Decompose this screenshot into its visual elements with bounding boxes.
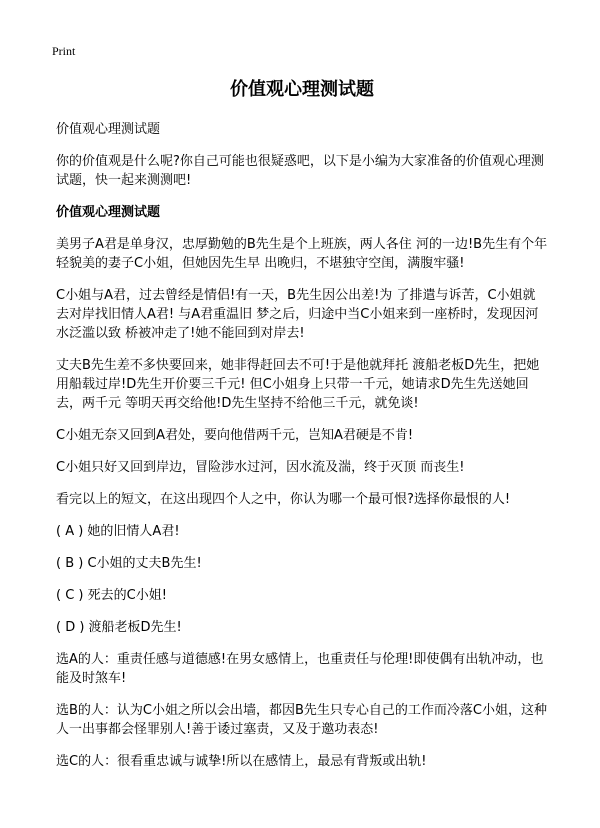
result-a: 选A的人：重责任感与道德感!在男女感情上，也重责任与伦理!即使偶有出轨冲动，也能及时煞车! <box>56 652 544 686</box>
option-c: ( C ) 死去的C小姐! <box>56 588 167 603</box>
print-link[interactable]: Print <box>52 44 76 58</box>
intro-label: 价值观心理测试题 <box>56 122 161 137</box>
result-c: 选C的人：很看重忠诚与诚挚!所以在感情上，最忌有背叛或出轨! <box>56 754 427 769</box>
question-text: 看完以上的短文，在这出现四个人之中，你认为哪一个最可恨?选择你最恨的人! <box>56 492 511 507</box>
story-paragraph-5: C小姐只好又回到岸边，冒险涉水过河，因水流及湍，终于灭顶 而丧生! <box>56 460 465 475</box>
story-paragraph-2: C小姐与A君，过去曾经是情侣!有一天，B先生因公出差!为 了排遣与诉苦，C小姐就去对岸找旧情人A君! 与A君重温旧 梦之后，归途中当C小姐来到一座桥时，发现因河水泛滥以致 桥被冲走了!她不能回到对岸去! <box>56 288 539 341</box>
story-paragraph-4: C小姐无奈又回到A君处，要向他借两千元，岂知A君硬是不肯! <box>56 428 414 443</box>
result-b: 选B的人：认为C小姐之所以会出墙，都因B先生只专心自己的工作而冷落C小姐，这种人一出事都会怪罪别人!善于诿过塞责，又及于邀功表态! <box>56 703 547 737</box>
option-a: ( A ) 她的旧情人A君! <box>56 524 180 539</box>
page-title: 价值观心理测试题 <box>230 79 374 100</box>
story-paragraph-1: 美男子A君是单身汉，忠厚勤勉的B先生是个上班族，两人各住 河的一边!B先生有个年轻貌美的妻子C小姐，但她因先生早 出晚归，不堪独守空闺，满腹牢骚! <box>56 237 548 271</box>
story-paragraph-3: 丈夫B先生差不多快要回来，她非得赶回去不可!于是他就拜托 渡船老板D先生，把她用船载过岸!D先生开价要三千元! 但C小姐身上只带一千元，她请求D先生先送她回去，两千元 等明天再交给他!D先生坚持不给他三千元，就免谈! <box>56 358 540 411</box>
article <box>56 72 548 784</box>
intro-text: 你的价值观是什么呢?你自己可能也很疑惑吧，以下是小编为大家准备的价值观心理测试题，快一起来测测吧! <box>56 154 544 188</box>
option-b: ( B ) C小姐的丈夫B先生! <box>56 556 202 571</box>
section-heading: 价值观心理测试题 <box>56 205 161 220</box>
option-d: ( D ) 渡船老板D先生! <box>56 620 182 635</box>
